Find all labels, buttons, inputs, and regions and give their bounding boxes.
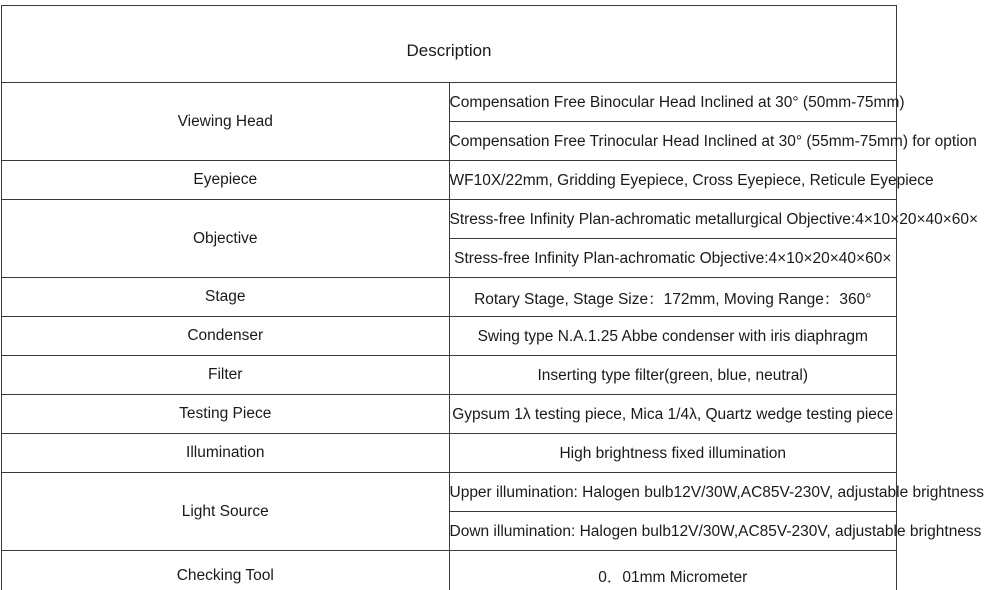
table-row (2, 551, 897, 590)
row-value: Stress-free Infinity Plan-achromatic metallurgical Objective:4×10×20×40×60× (449, 200, 897, 239)
row-value: Down illumination: Halogen bulb12V/30W,AC85V-230V, adjustable brightness (449, 512, 897, 551)
row-value: Stress-free Infinity Plan-achromatic Objective:4×10×20×40×60× (449, 239, 897, 278)
row-value: Rotary Stage, Stage Size：172mm, Moving Range：360° (449, 278, 897, 317)
row-value: Upper illumination: Halogen bulb12V/30W,AC85V-230V, adjustable brightness (449, 473, 897, 512)
row-label: Viewing Head (2, 83, 450, 161)
row-label: Filter (2, 356, 450, 395)
table-row (2, 473, 897, 512)
table-row (2, 278, 897, 317)
row-label: Illumination (2, 434, 450, 473)
table-row (2, 395, 897, 434)
specification-table (1, 5, 897, 590)
table-row (2, 83, 897, 122)
row-value: High brightness fixed illumination (449, 434, 897, 473)
table-header-row (2, 6, 897, 83)
row-label: Testing Piece (2, 395, 450, 434)
row-label: Stage (2, 278, 450, 317)
table-header: Description (2, 6, 897, 83)
table-row (2, 434, 897, 473)
row-value: Compensation Free Trinocular Head Inclined at 30° (55mm-75mm) for option (449, 122, 897, 161)
table-row (2, 161, 897, 200)
row-value: Compensation Free Binocular Head Inclined at 30° (50mm-75mm) (449, 83, 897, 122)
row-label: Light Source (2, 473, 450, 551)
row-value: WF10X/22mm, Gridding Eyepiece, Cross Eyepiece, Reticule Eyepiece (449, 161, 897, 200)
row-label: Eyepiece (2, 161, 450, 200)
row-value: Swing type N.A.1.25 Abbe condenser with iris diaphragm (449, 317, 897, 356)
row-label: Condenser (2, 317, 450, 356)
table-row (2, 200, 897, 239)
row-label: Checking Tool (2, 551, 450, 590)
table-row (2, 317, 897, 356)
row-value: Gypsum 1λ testing piece, Mica 1/4λ, Quartz wedge testing piece (449, 395, 897, 434)
row-label: Objective (2, 200, 450, 278)
row-value: Inserting type filter(green, blue, neutral) (449, 356, 897, 395)
table-row (2, 356, 897, 395)
row-value: 0．01mm Micrometer (449, 551, 897, 590)
